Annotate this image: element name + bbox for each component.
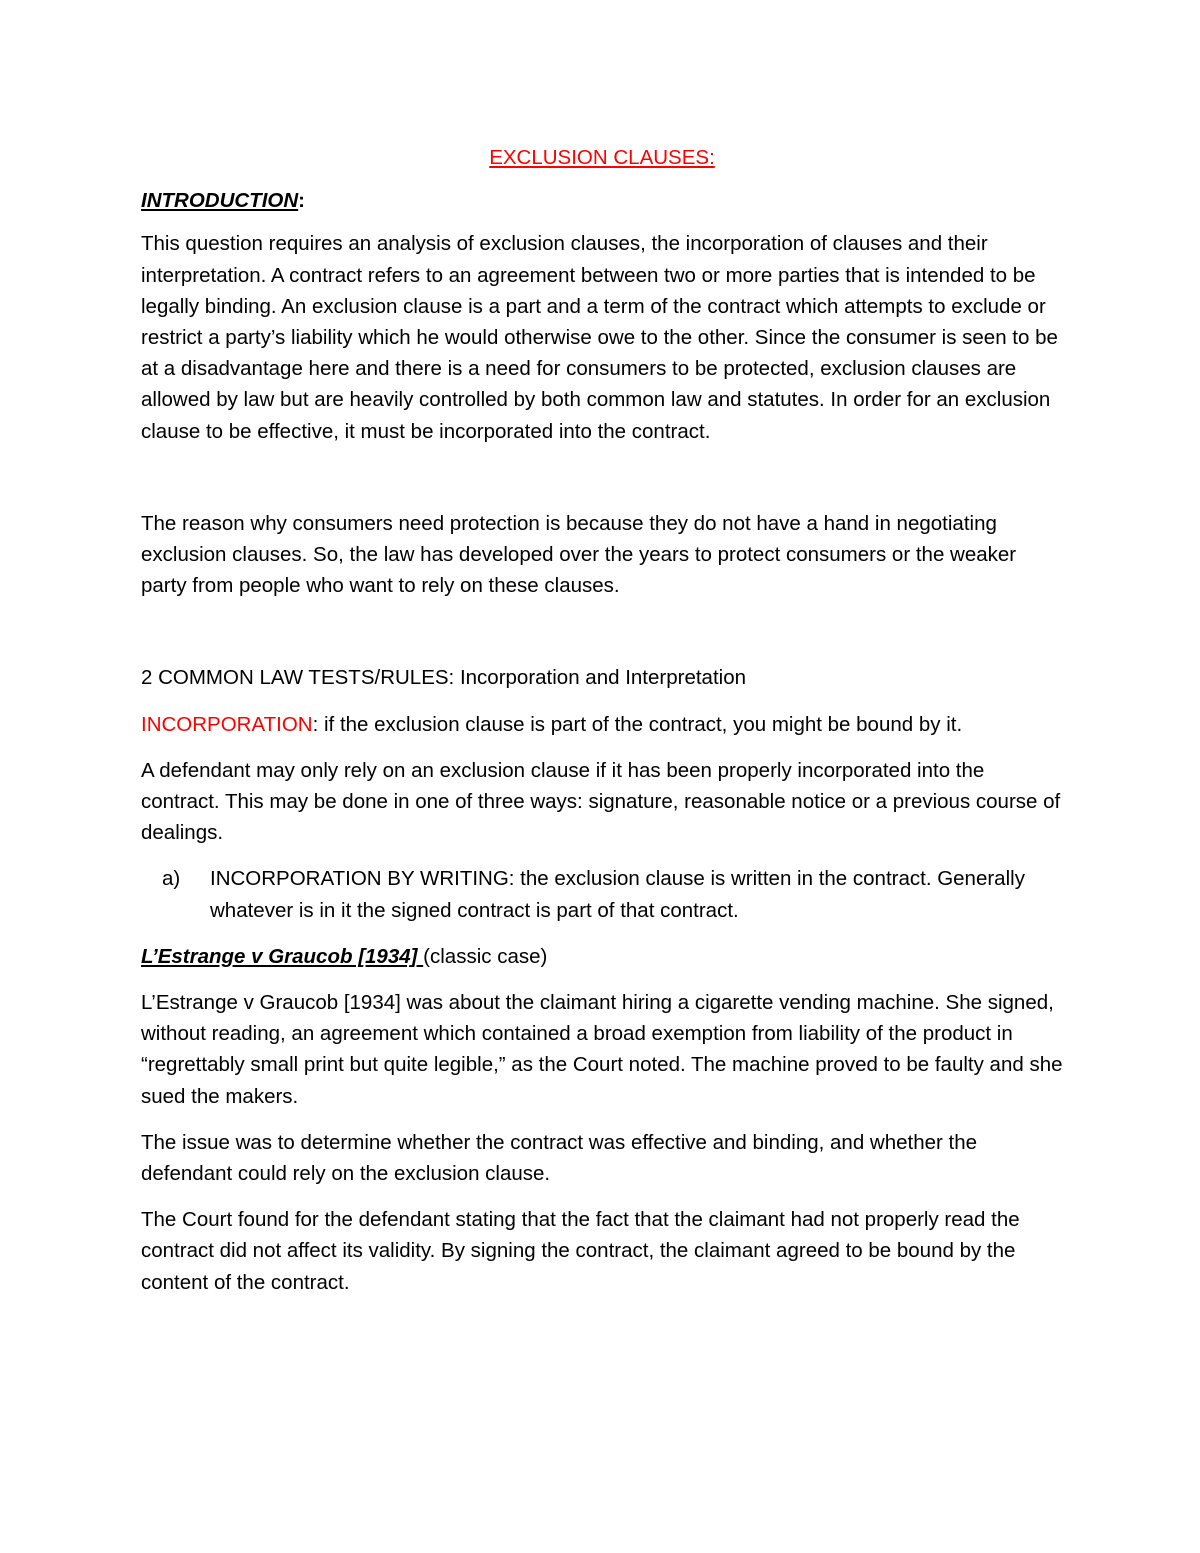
incorporation-label: INCORPORATION bbox=[141, 712, 313, 736]
case-heading-line bbox=[141, 941, 1063, 972]
case-title: L’Estrange v Graucob [1934] bbox=[141, 944, 424, 968]
document-body bbox=[141, 142, 1063, 1313]
incorporation-text: : if the exclusion clause is part of the contract, you might be bound by it. bbox=[312, 712, 963, 736]
paragraph-spacer bbox=[141, 616, 1063, 662]
case-paragraph-facts: L’Estrange v Graucob [1934] was about the claimant hiring a cigarette vending machine. She signed, without reading, an agreement which contained a broad exemption from liability of the product in “regrettably small print but quite legible,” as the Court noted. The machine proved to be faulty and she sued the makers. bbox=[141, 991, 1063, 1108]
protection-paragraph: The reason why consumers need protection is because they do not have a hand in negotiating exclusion clauses. So, the law has developed over the years to protect consumers or the weaker party from people who want to rely on these clauses. bbox=[141, 511, 1017, 598]
intro-paragraph: This question requires an analysis of exclusion clauses, the incorporation of clauses and their interpretation. A contract refers to an agreement between two or more parties that is intended to be legally binding. An exclusion clause is a part and a term of the contract which attempts to exclude or restrict a party’s liability which he would otherwise owe to the other. Since the consumer is seen to be at a disadvantage here and there is a need for consumers to be protected, exclusion clauses are allowed by law but are heavily controlled by both common law and statutes. In order for an exclusion clause to be effective, it must be incorporated into the contract. bbox=[141, 232, 1058, 443]
incorporation-paragraph: A defendant may only rely on an exclusion clause if it has been properly incorporated into the contract. This may be done in one of three ways: signature, reasonable notice or a previous course of dealings. bbox=[141, 758, 1061, 845]
list-marker: a) bbox=[162, 867, 181, 891]
list-item bbox=[141, 863, 1063, 925]
intro-heading-colon: : bbox=[298, 189, 305, 213]
intro-heading-line bbox=[141, 185, 1063, 216]
case-paragraph-issue: The issue was to determine whether the contract was effective and binding, and whether the defendant could rely on the exclusion clause. bbox=[141, 1130, 978, 1186]
tests-heading: 2 COMMON LAW TESTS/RULES: Incorporation and Interpretation bbox=[141, 666, 746, 690]
incorporation-line bbox=[141, 709, 1063, 740]
case-paragraph-holding: The Court found for the defendant stating that the fact that the claimant had not properly read the contract did not affect its validity. By signing the contract, the claimant agreed to be bound by the content of the contract. bbox=[141, 1208, 1020, 1294]
list-item-text: INCORPORATION BY WRITING: the exclusion clause is written in the contract. Generally whatever is in it the signed contract is part of that contract. bbox=[210, 867, 1025, 922]
case-note: (classic case) bbox=[423, 944, 548, 968]
intro-heading: INTRODUCTION bbox=[141, 189, 299, 213]
document-title: EXCLUSION CLAUSES: bbox=[489, 146, 715, 169]
paragraph-spacer bbox=[141, 462, 1063, 508]
